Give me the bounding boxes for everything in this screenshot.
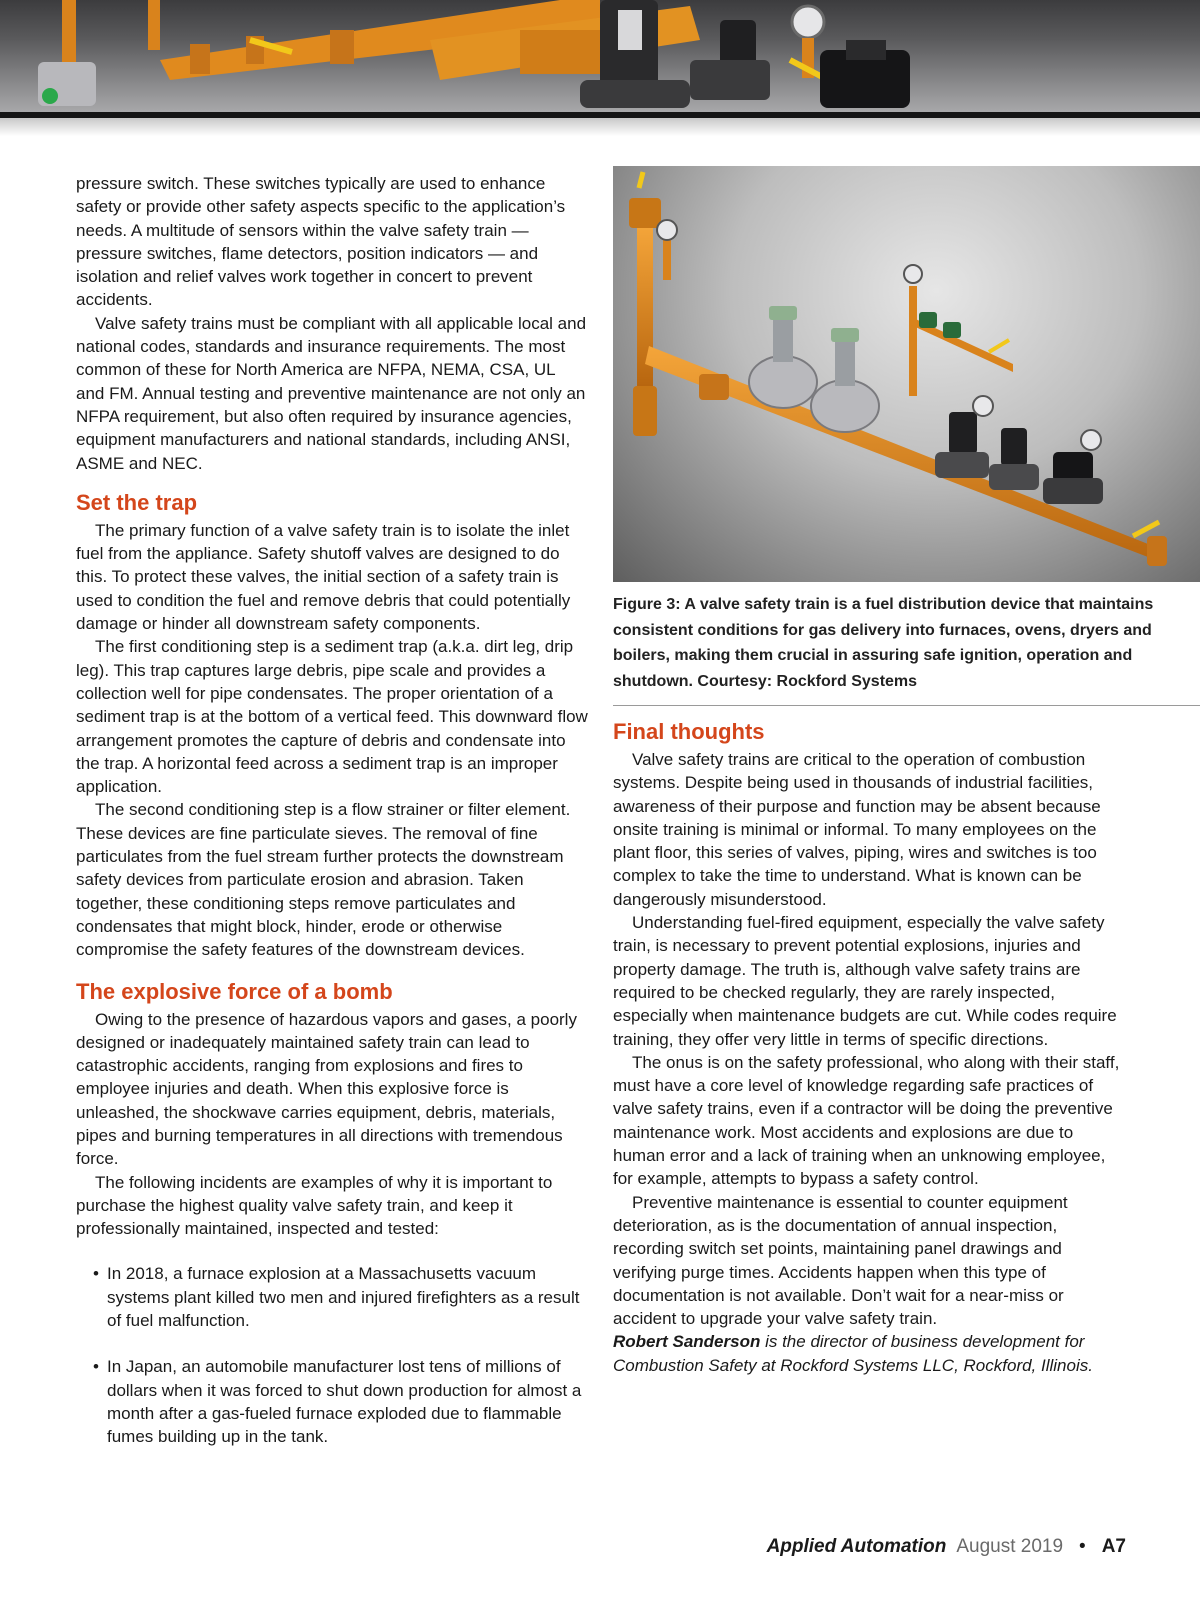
paragraph: Preventive maintenance is essential to counter equipment deterioration, as is the documentation of annual inspection, recording switch set points, maintaining panel drawings and verifying purge times. Accidents happen when this type of documentation is not available. Don’t wait for a near-miss or accident to upgrade your valve safety train. (613, 1192, 1068, 1329)
paragraph: The onus is on the safety professional, who along with their staff, must have a core level of knowledge regarding safe practices of valve safety trains, even if a contractor will be doing the preventive maintenance work. Most accidents and explosions are due to human error and a lack of training when an unknowing employee, for example, attempts to bypass a safety control. (613, 1052, 1120, 1189)
paragraph: Owing to the presence of hazardous vapors and gases, a poorly designed or inadequately maintained safety train can lead to catastrophic accidents, ranging from explosions and fires to employee injuries and death. When this explosive force is unleashed, the shockwave carries equipment, debris, materials, pipes and burning temperatures in all directions with tremendous force. (76, 1009, 577, 1169)
page-number: A7 (1101, 1536, 1126, 1557)
publication-name: Applied Automation (766, 1536, 947, 1557)
figure-valve-safety-train (613, 166, 1200, 582)
section-heading-final-thoughts: Final thoughts (613, 719, 765, 744)
banner-shadow (0, 118, 1200, 136)
section-heading-set-the-trap: Set the trap (76, 489, 198, 515)
author-name: Robert Sanderson (613, 1332, 761, 1352)
page-footer (767, 1535, 1126, 1559)
list-item: • In 2018, a furnace explosion at a Massachusetts vacuum systems plant killed two men and injured firefighters as a result of fuel malfunction. (76, 1262, 588, 1332)
caption-divider (613, 705, 1200, 706)
paragraph: The second conditioning step is a flow strainer or filter element. These devices are fine particulate sieves. The removal of fine particulates from the fuel stream further protects the downstream safety devices from particulate erosion and abrasion. Taken together, these conditioning steps remove particulates and condensates that might block, hinder, erode or otherwise compromise the safety features of the downstream devices. (76, 800, 571, 960)
paragraph: The primary function of a valve safety train is to isolate the inlet fuel from the appliance. Safety shutoff valves are designed to do this. To protect these valves, the initial section of a safety train is used to condition the fuel and remove debris that could potentially damage or hinder all downstream safety components. (76, 520, 571, 634)
issue-date: August 2019 (956, 1536, 1064, 1557)
intro-paragraph-1: pressure switch. These switches typically are used to enhance safety or provide other safety aspects specific to the application’s needs. A multitude of sensors within the valve safety train — pressure switches, flame detectors, position indicators — and isolation and relief valves work together in concert to prevent accidents. (76, 174, 566, 310)
paragraph: Valve safety trains are critical to the operation of combustion systems. Despite being used in thousands of industrial facilities, awareness of their purpose and function may be absent because onsite training is minimal or informal. To many employees on the plant floor, this series of valves, piping, wires and switches is too complex to take the time to understand. What is known can be dangerously misunderstood. (613, 750, 1101, 909)
header-banner-image (0, 0, 1200, 112)
banner-illustration (0, 0, 1200, 112)
left-column (76, 172, 588, 1472)
paragraph: The first conditioning step is a sediment trap (a.k.a. dirt leg, drip leg). This trap captures large debris, pipe scale and provides a collection well for pipe condensates. The proper orientation of a sediment trap is at the bottom of a vertical feed. This downward flow arrangement promotes the capture of debris and condensate into the trap. A horizontal feed across a sediment trap is an improper application. (76, 637, 588, 797)
author-bio-text: is the director of business development for Combustion Safety at Rockford Systems LLC, Rockford, Illinois. (613, 1332, 1093, 1375)
figure-caption: Figure 3: A valve safety train is a fuel distribution device that maintains consistent conditions for gas delivery into furnaces, ovens, dryers and boilers, making them crucial in assuring safe ignition, operation and shutdown. Courtesy: Rockford Systems (613, 596, 1154, 690)
paragraph: Understanding fuel-fired equipment, especially the valve safety train, is necessary to prevent potential explosions, injuries and property damage. The truth is, although valve safety trains are required to be checked regularly, they are rarely inspected, especially when maintenance budgets are cut. While codes require training, they offer very little in terms of specific directions. (613, 913, 1117, 1049)
paragraph: The following incidents are examples of why it is important to purchase the highest quality valve safety train, and keep it professionally maintained, inspected and tested: (76, 1172, 553, 1239)
author-bio (613, 1330, 1125, 1377)
list-item: • In Japan, an automobile manufacturer lost tens of millions of dollars when it was forced to shut down production for almost a month after a gas-fueled furnace exploded due to flammable fumes building up in the tank. (76, 1355, 588, 1448)
footer-separator: • (1079, 1536, 1086, 1557)
incident-list (76, 1262, 588, 1448)
intro-paragraph-2: Valve safety trains must be compliant with all applicable local and national codes, standards and insurance requirements. The most common of these for North America are NFPA, NEMA, CSA, UL and FM. Annual testing and preventive maintenance are not only an NFPA requirement, but also often required by insurance agencies, equipment manufacturers and national standards, including ANSI, ASME and NEC. (76, 313, 587, 473)
section-heading-explosive-force: The explosive force of a bomb (76, 978, 393, 1004)
valve-train-illustration (613, 166, 1200, 582)
right-column (613, 718, 1125, 1377)
